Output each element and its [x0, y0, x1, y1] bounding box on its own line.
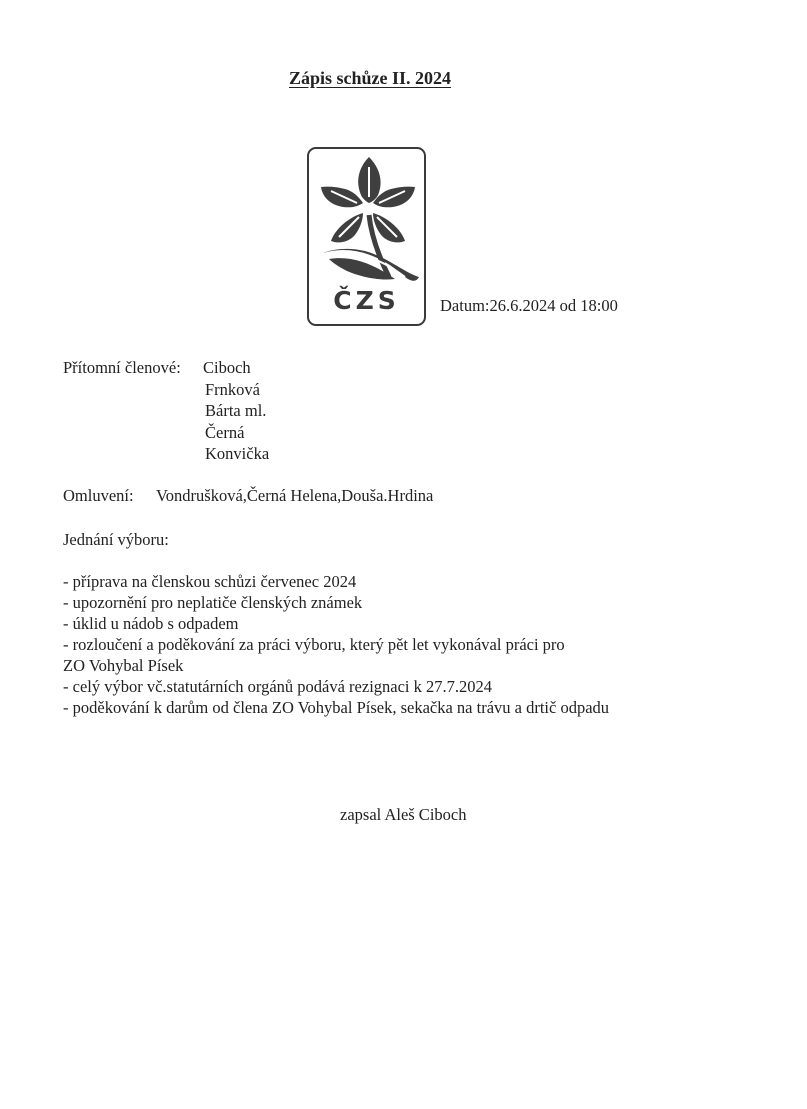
agenda-item: ZO Vohybal Písek — [63, 656, 184, 675]
agenda-heading: Jednání výboru: — [63, 530, 169, 549]
present-member: Konvička — [205, 444, 270, 463]
present-member: Černá — [205, 423, 245, 442]
agenda-item: - rozloučení a poděkování za práci výboru, který pět let vykonával práci pro — [63, 635, 565, 654]
absent-members: Vondrušková,Černá Helena,Douša.Hrdina — [156, 486, 434, 505]
agenda-item: - upozornění pro neplatiče členských známek — [63, 593, 363, 612]
absent-label: Omluvení: — [63, 486, 134, 505]
document-title: Zápis schůze II. 2024 — [288, 68, 452, 88]
agenda-item: - úklid u nádob s odpadem — [63, 614, 239, 633]
agenda-item: - celý výbor vč.statutárních orgánů podává rezignaci k 27.7.2024 — [63, 677, 493, 696]
present-member: Ciboch — [203, 358, 251, 377]
agenda-item: - příprava na členskou schůzi červenec 2024 — [63, 572, 357, 591]
present-member: Frnková — [205, 380, 260, 399]
logo-text: ČZS — [333, 286, 400, 315]
agenda-item: - poděkování k darům od člena ZO Vohybal Písek, sekačka na trávu a drtič odpadu — [63, 698, 610, 717]
present-member: Bárta ml. — [205, 401, 267, 420]
present-label: Přítomní členové: — [63, 358, 181, 377]
czs-logo — [307, 147, 426, 326]
signature: zapsal Aleš Ciboch — [340, 805, 467, 824]
meeting-date: Datum:26.6.2024 od 18:00 — [440, 296, 618, 315]
